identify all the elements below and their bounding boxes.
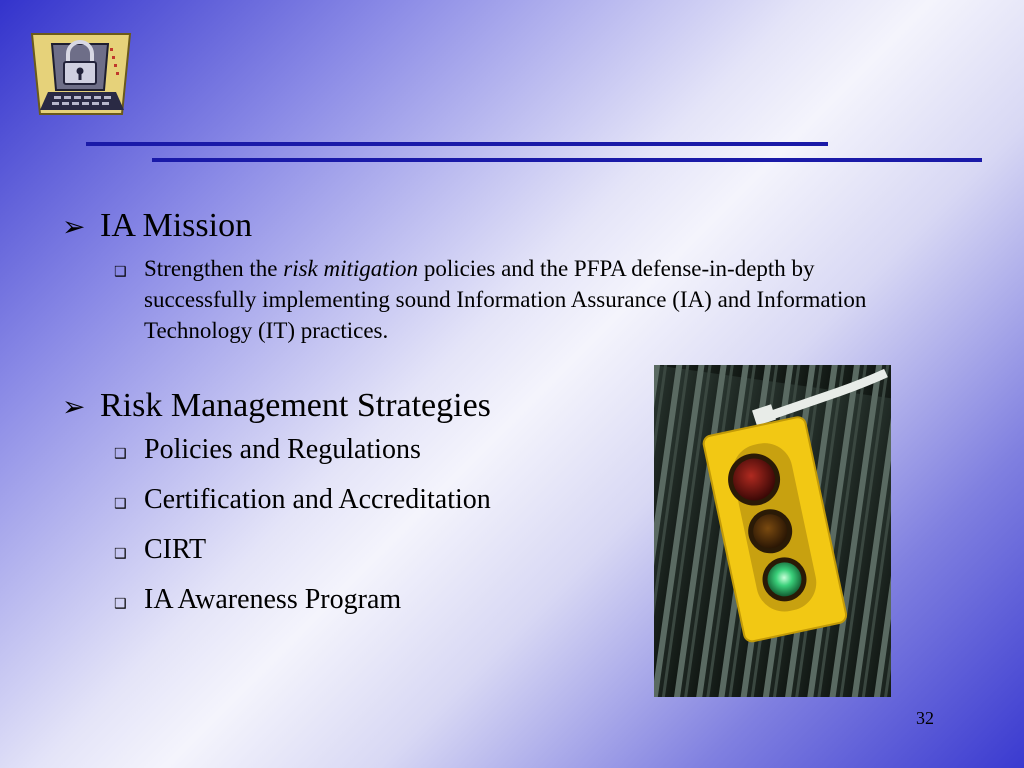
arrow-bullet-icon: ➢ <box>62 390 86 423</box>
page-number: 32 <box>916 708 934 728</box>
square-bullet-icon: ❑ <box>114 596 127 612</box>
square-bullet-icon: ❑ <box>114 546 127 562</box>
square-bullet-icon: ❑ <box>114 264 127 280</box>
bullet-heading: IA Mission <box>100 207 253 244</box>
traffic-light-photo <box>654 365 891 697</box>
mission-text: Strengthen the risk mitigation policies and the PFPA defense-in-depth by successfully implementing sound Information Assurance (IA) and Information Technology (IT) practices. <box>144 256 867 343</box>
list-item-label: Policies and Regulations <box>144 434 421 465</box>
list-item-label: IA Awareness Program <box>144 584 402 615</box>
bullet-ia-mission <box>62 206 942 247</box>
title-rule-bottom <box>152 158 982 162</box>
list-item-label: Certification and Accreditation <box>144 484 491 515</box>
square-bullet-icon: ❑ <box>114 446 127 462</box>
secure-computer-lock-icon <box>30 26 134 124</box>
sub-bullet-mission-text <box>114 253 942 346</box>
title-rule-top <box>86 142 828 146</box>
list-item-label: CIRT <box>144 534 207 565</box>
bullet-heading: Risk Management Strategies <box>100 387 491 424</box>
square-bullet-icon: ❑ <box>114 496 127 512</box>
arrow-bullet-icon: ➢ <box>62 210 86 243</box>
